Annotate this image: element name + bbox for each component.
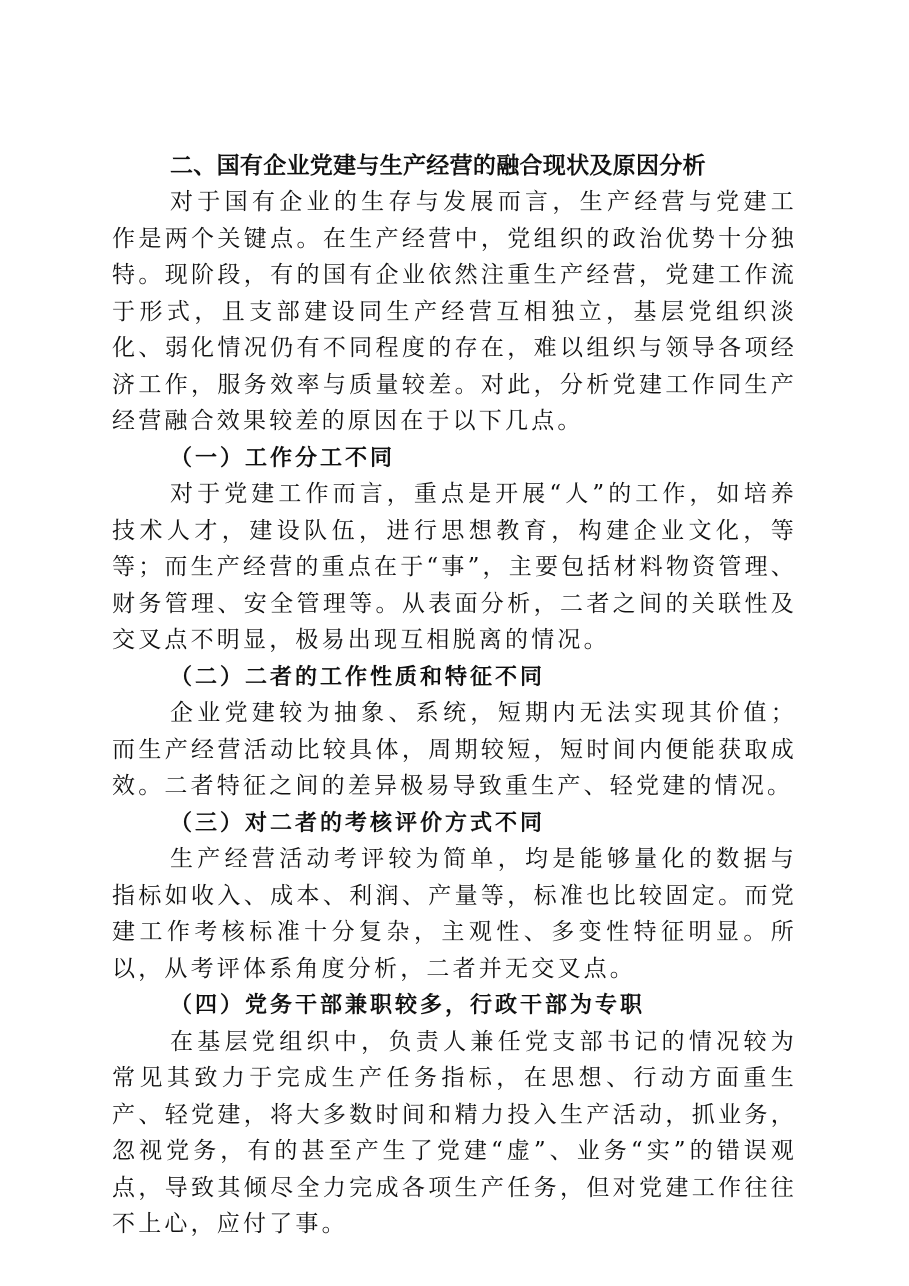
subsection-4-heading: （四）党务干部兼职较多，行政干部为专职 <box>170 992 646 1018</box>
subsection-2-body: 企业党建较为抽象、系统，短期内无法实现其价值；而生产经营活动比较具体，周期较短，短时间内便能获取成效。二者特征之间的差异极易导致重生产、轻党建的情况。 <box>112 700 797 799</box>
subsection-1-body: 对于党建工作而言，重点是开展“人”的工作，如培养技术人才，建设队伍，进行思想教育，构建企业文化，等等；而生产经营的重点在于“事”，主要包括材料物资管理、财务管理、安全管理等。从表面分析，二者之间的关联性及交叉点不明显，极易出现互相脱离的情况。 <box>112 481 797 653</box>
subsection-3-body: 生产经营活动考评较为简单，均是能够量化的数据与指标如收入、成本、利润、产量等，标准也比较固定。而党建工作考核标准十分复杂，主观性、多变性特征明显。所以，从考评体系角度分析，二者并无交叉点。 <box>112 846 797 982</box>
subsection-3-heading: （三）对二者的考核评价方式不同 <box>170 809 546 836</box>
intro-paragraph: 对于国有企业的生存与发展而言，生产经营与党建工作是两个关键点。在生产经营中，党组织的政治优势十分独特。现阶段，有的国有企业依然注重生产经营，党建工作流于形式，且支部建设同生产经营互相独立，基层党组织淡化、弱化情况仍有不同程度的存在，难以组织与领导各项经济工作，服务效率与质量较差。对此，分析党建工作同生产经营融合效果较差的原因在于以下几点。 <box>112 189 797 434</box>
section-title: 二、国有企业党建与生产经营的融合现状及原因分析 <box>170 153 706 179</box>
document-body <box>112 148 797 1243</box>
subsection-1-heading: （一）工作分工不同 <box>170 444 396 471</box>
subsection-2-heading: （二）二者的工作性质和特征不同 <box>170 663 546 690</box>
subsection-4-body: 在基层党组织中，负责人兼任党支部书记的情况较为常见其致力于完成生产任务指标，在思想、行动方面重生产、轻党建，将大多数时间和精力投入生产活动，抓业务，忽视党务，有的甚至产生了党建“虚”、业务“实”的错误观点，导致其倾尽全力完成各项生产任务，但对党建工作往往不上心，应付了事。 <box>112 1028 797 1237</box>
